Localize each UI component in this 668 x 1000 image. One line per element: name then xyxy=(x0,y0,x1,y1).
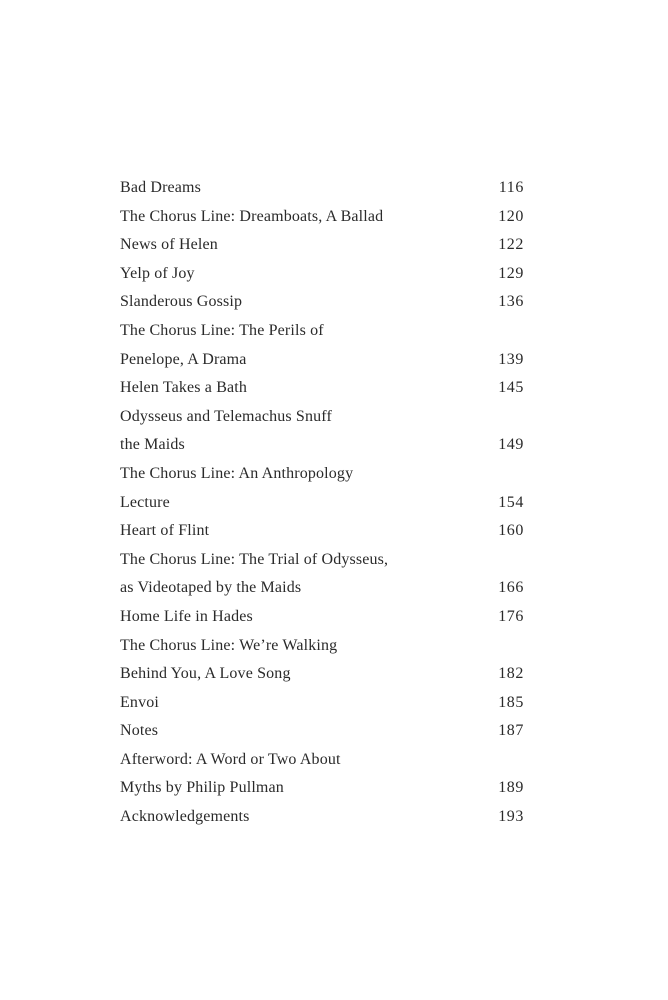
toc-entry-title: Odysseus and Telemachus Snuff xyxy=(120,407,332,425)
toc-entry-page-number: 116 xyxy=(498,179,524,196)
toc-entry xyxy=(120,632,524,661)
toc-entry-page-number: 189 xyxy=(498,779,524,797)
toc-entry-title: Heart of Flint xyxy=(120,522,210,540)
toc-entry xyxy=(120,574,524,603)
toc-entry-page-number: 139 xyxy=(498,350,524,368)
toc-entry-page-number: 145 xyxy=(498,379,524,397)
toc-entry xyxy=(120,203,524,232)
toc-entry-page-number: 120 xyxy=(498,207,524,225)
toc-entry xyxy=(120,660,524,689)
toc-entry-page-number: 193 xyxy=(498,808,524,826)
toc-entry xyxy=(120,517,524,546)
toc-entry-title: Slanderous Gossip xyxy=(120,293,243,311)
toc-entry-title: Lecture xyxy=(120,493,170,511)
toc-entry-title: The Chorus Line: We’re Walking xyxy=(120,636,338,654)
toc-entry xyxy=(120,374,524,403)
toc-entry-page-number: 154 xyxy=(498,493,524,511)
toc-entry-page-number: 182 xyxy=(498,665,524,683)
toc-entry-title: Helen Takes a Bath xyxy=(120,379,248,397)
toc-entry-title: Myths by Philip Pullman xyxy=(120,779,284,797)
toc-entry xyxy=(120,774,524,803)
toc-entry xyxy=(120,288,524,317)
toc-entry xyxy=(120,803,524,832)
toc-entry-page-number: 187 xyxy=(498,722,524,740)
toc-entry xyxy=(120,260,524,289)
toc-entry-title: The Chorus Line: An Anthropology xyxy=(120,464,354,482)
toc-entry-title: Behind You, A Love Song xyxy=(120,665,291,683)
toc-entry-title: as Videotaped by the Maids xyxy=(120,579,302,597)
toc-entry-title: Bad Dreams xyxy=(120,179,202,196)
toc-entry-page-number: 185 xyxy=(498,693,524,711)
toc-entry-title: News of Helen xyxy=(120,236,218,254)
toc-entry-page-number: 129 xyxy=(498,264,524,282)
toc-entry-page-number: 160 xyxy=(498,522,524,540)
toc-entry-title: Notes xyxy=(120,722,159,740)
toc-entry xyxy=(120,174,524,203)
toc-entry xyxy=(120,403,524,432)
table-of-contents xyxy=(120,174,524,832)
toc-entry-page-number: 176 xyxy=(498,607,524,625)
toc-entry xyxy=(120,460,524,489)
toc-entry-title: The Chorus Line: The Perils of xyxy=(120,321,324,339)
toc-entry xyxy=(120,689,524,718)
toc-entry xyxy=(120,231,524,260)
toc-entry-title: the Maids xyxy=(120,436,185,454)
toc-entry xyxy=(120,431,524,460)
toc-entry-title: The Chorus Line: Dreamboats, A Ballad xyxy=(120,207,384,225)
toc-entry xyxy=(120,489,524,518)
toc-entry xyxy=(120,546,524,575)
toc-entry-page-number: 122 xyxy=(498,236,524,254)
toc-entry-title: Home Life in Hades xyxy=(120,607,253,625)
toc-entry xyxy=(120,317,524,346)
toc-entry xyxy=(120,746,524,775)
toc-entry-title: The Chorus Line: The Trial of Odysseus, xyxy=(120,550,389,568)
toc-entry-title: Envoi xyxy=(120,693,159,711)
toc-entry xyxy=(120,717,524,746)
toc-entry-title: Penelope, A Drama xyxy=(120,350,247,368)
toc-entry-title: Yelp of Joy xyxy=(120,264,195,282)
toc-entry-title: Acknowledgements xyxy=(120,808,250,826)
toc-entry-page-number: 149 xyxy=(498,436,524,454)
toc-entry-title: Afterword: A Word or Two About xyxy=(120,750,341,768)
toc-entry-page-number: 166 xyxy=(498,579,524,597)
toc-entry xyxy=(120,346,524,375)
toc-entry-page-number: 136 xyxy=(498,293,524,311)
toc-entry xyxy=(120,603,524,632)
